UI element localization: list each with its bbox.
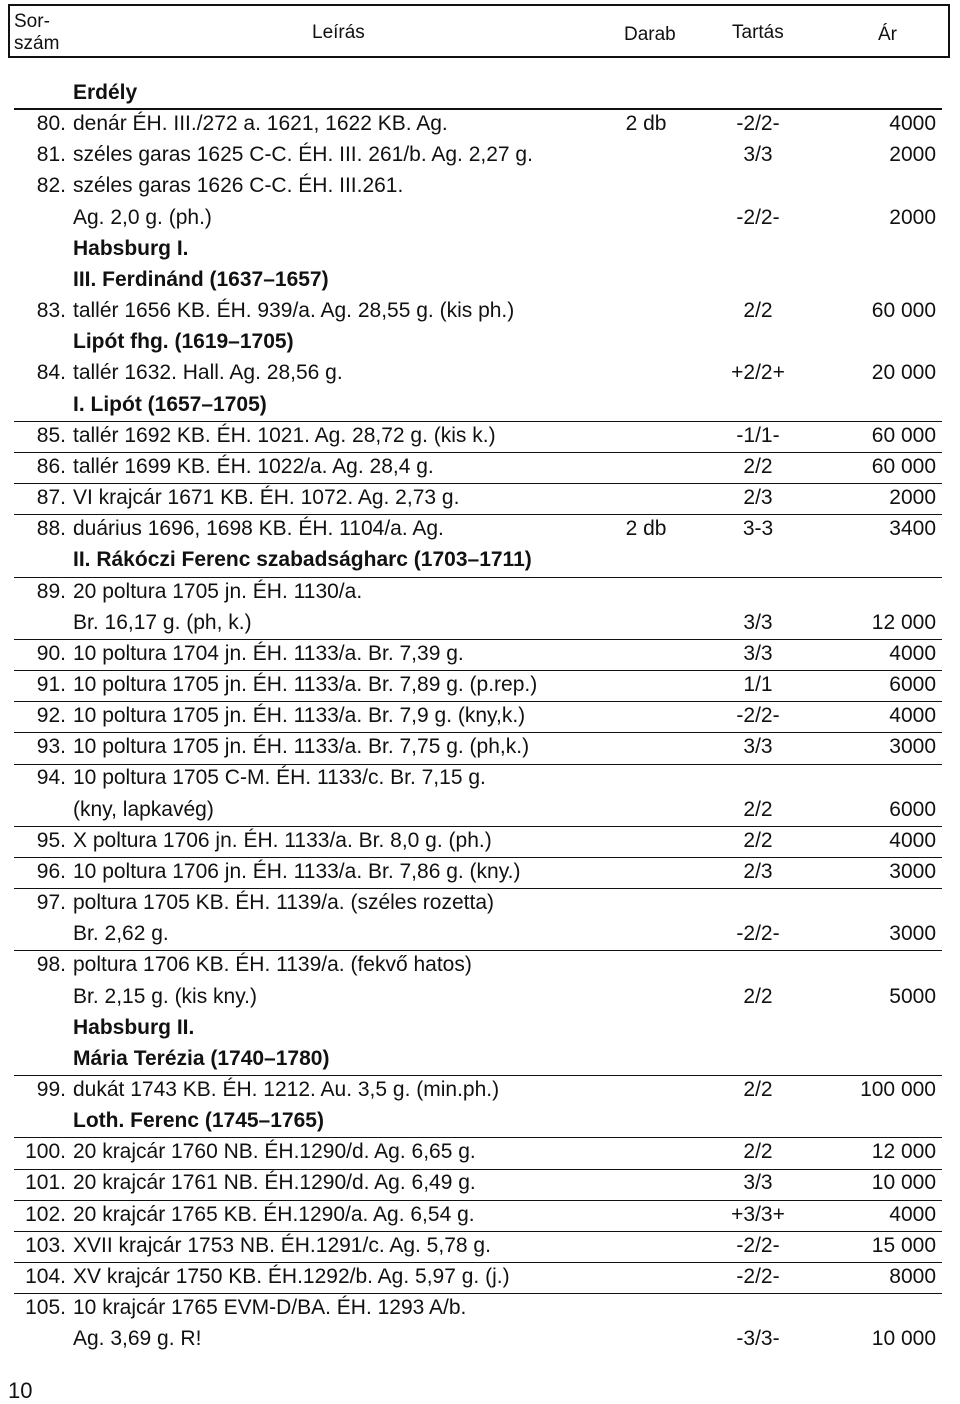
item-grade: -2/2-	[736, 922, 780, 946]
item-number: 82.	[36, 174, 66, 198]
item-number: 98.	[36, 953, 66, 977]
section-title: II. Rákóczi Ferenc szabadságharc (1703–1711)	[73, 548, 532, 572]
table-row	[0, 108, 960, 139]
item-grade: +2/2+	[731, 361, 785, 385]
row-divider	[14, 1293, 942, 1294]
section-title: I. Lipót (1657–1705)	[73, 392, 267, 416]
row-divider	[14, 514, 942, 515]
item-price: 6000	[889, 672, 936, 696]
item-price: 4000	[889, 112, 936, 136]
item-description: poltura 1705 KB. ÉH. 1139/a. (széles rozetta)	[73, 891, 495, 915]
row-divider	[14, 577, 942, 578]
item-price: 10 000	[871, 1327, 936, 1351]
item-description: 10 poltura 1706 jn. ÉH. 1133/a. Br. 7,86 g. (kny.)	[73, 859, 521, 883]
item-number: 95.	[36, 828, 66, 852]
item-grade: 2/2	[743, 299, 773, 323]
table-row	[0, 357, 960, 388]
table-row-continuation	[0, 607, 960, 638]
item-description: XV krajcár 1750 KB. ÉH.1292/b. Ag. 5,97 g. (j.)	[73, 1264, 510, 1288]
item-number: 85.	[36, 423, 66, 447]
item-number: 86.	[36, 454, 66, 478]
item-description: Br. 2,62 g.	[73, 922, 169, 946]
item-quantity: 2 db	[625, 517, 667, 541]
item-description: 20 poltura 1705 jn. ÉH. 1130/a.	[73, 579, 363, 603]
item-grade: -2/2-	[736, 1233, 780, 1257]
section-title: Lipót fhg. (1619–1705)	[73, 330, 294, 354]
row-divider	[14, 826, 942, 827]
item-number: 88.	[36, 517, 66, 541]
item-grade: -2/2-	[736, 112, 780, 136]
item-grade: 3/3	[743, 610, 773, 634]
item-description: tallér 1656 KB. ÉH. 939/a. Ag. 28,55 g. (kis ph.)	[73, 299, 515, 323]
row-divider	[14, 1200, 942, 1201]
item-grade: 2/2	[743, 1078, 773, 1101]
table-row	[0, 1292, 960, 1323]
item-number: 101.	[25, 1171, 66, 1195]
item-grade: 3/3	[743, 641, 773, 665]
item-number: 102.	[25, 1202, 66, 1226]
item-number: 103.	[25, 1233, 66, 1257]
row-divider	[14, 452, 942, 453]
header-number: Sor- szám	[14, 11, 60, 54]
section-heading-row	[0, 326, 960, 357]
section-heading-row	[0, 1012, 960, 1043]
item-description: 20 krajcár 1760 NB. ÉH.1290/d. Ag. 6,65 g.	[73, 1140, 476, 1164]
item-description: 20 krajcár 1761 NB. ÉH.1290/d. Ag. 6,49 g.	[73, 1171, 476, 1195]
table-row	[0, 576, 960, 607]
header-description: Leírás	[312, 22, 365, 43]
item-grade: -1/1-	[736, 423, 780, 447]
table-row	[0, 856, 960, 887]
item-description: 10 poltura 1705 C-M. ÉH. 1133/c. Br. 7,15 g.	[73, 766, 486, 790]
section-heading-row	[0, 1105, 960, 1136]
row-divider	[14, 701, 942, 702]
row-divider	[14, 764, 942, 765]
section-title: III. Ferdinánd (1637–1657)	[73, 267, 329, 291]
table-row	[0, 420, 960, 451]
header-grade: Tartás	[732, 22, 784, 43]
row-divider	[14, 888, 942, 889]
item-price: 100 000	[860, 1078, 936, 1101]
catalog-table	[0, 77, 960, 1354]
item-number: 105.	[25, 1296, 66, 1320]
item-price: 10 000	[871, 1171, 936, 1195]
table-row	[0, 700, 960, 731]
page-number: 10	[8, 1378, 33, 1403]
section-title: Habsburg II.	[73, 1015, 195, 1039]
row-divider	[14, 857, 942, 858]
item-number: 89.	[36, 579, 66, 603]
item-price: 60 000	[871, 423, 936, 447]
item-grade: 2/2	[743, 828, 773, 852]
table-row	[0, 825, 960, 856]
item-price: 8000	[889, 1264, 936, 1288]
item-grade: 2/3	[743, 859, 773, 883]
item-description: Br. 16,17 g. (ph, k.)	[73, 610, 252, 634]
table-row-continuation	[0, 1323, 960, 1354]
row-divider	[14, 483, 942, 484]
item-description: széles garas 1626 C-C. ÉH. III.261.	[73, 174, 404, 198]
table-row	[0, 949, 960, 980]
item-price: 6000	[889, 797, 936, 821]
table-row	[0, 513, 960, 544]
item-description: duárius 1696, 1698 KB. ÉH. 1104/a. Ag.	[73, 517, 444, 541]
item-description: tallér 1699 KB. ÉH. 1022/a. Ag. 28,4 g.	[73, 454, 434, 478]
item-grade: 2/2	[743, 984, 773, 1008]
item-grade: 2/3	[743, 486, 773, 510]
table-row-continuation	[0, 981, 960, 1012]
item-description: 10 poltura 1705 jn. ÉH. 1133/a. Br. 7,89 g. (p.rep.)	[73, 672, 538, 696]
table-header	[8, 4, 950, 58]
table-row	[0, 887, 960, 918]
item-price: 5000	[889, 984, 936, 1008]
item-number: 96.	[36, 859, 66, 883]
item-description: denár ÉH. III./272 a. 1621, 1622 KB. Ag.	[73, 112, 448, 136]
item-description: (kny, lapkavég)	[73, 797, 214, 821]
item-number: 100.	[25, 1140, 66, 1164]
item-grade: -2/2-	[736, 1264, 780, 1288]
item-grade: -2/2-	[736, 205, 780, 229]
item-price: 3000	[889, 735, 936, 759]
item-price: 60 000	[871, 299, 936, 323]
item-price: 4000	[889, 828, 936, 852]
item-price: 4000	[889, 641, 936, 665]
item-number: 90.	[36, 641, 66, 665]
table-row	[0, 170, 960, 201]
item-price: 2000	[889, 205, 936, 229]
item-price: 3400	[889, 517, 936, 541]
item-number: 81.	[36, 143, 66, 167]
item-price: 60 000	[871, 454, 936, 478]
item-description: 20 krajcár 1765 KB. ÉH.1290/a. Ag. 6,54 g.	[73, 1202, 475, 1226]
row-divider	[14, 639, 942, 640]
item-price: 15 000	[871, 1233, 936, 1257]
row-divider	[14, 1137, 942, 1138]
item-price: 3000	[889, 922, 936, 946]
item-price: 12 000	[871, 610, 936, 634]
table-row	[0, 1261, 960, 1292]
item-description: 10 poltura 1705 jn. ÉH. 1133/a. Br. 7,75 g. (ph,k.)	[73, 735, 530, 759]
item-number: 93.	[36, 735, 66, 759]
item-description: Ag. 2,0 g. (ph.)	[73, 205, 212, 229]
item-grade: 1/1	[743, 672, 773, 696]
section-heading-row	[0, 233, 960, 264]
item-description: 10 krajcár 1765 EVM-D/BA. ÉH. 1293 A/b.	[73, 1296, 467, 1320]
item-price: 12 000	[871, 1140, 936, 1164]
table-row	[0, 1167, 960, 1198]
item-grade: -3/3-	[736, 1327, 780, 1351]
section-title: Erdély	[73, 81, 138, 104]
row-divider	[14, 1169, 942, 1170]
section-heading-row	[0, 389, 960, 420]
item-grade: 2/2	[743, 454, 773, 478]
item-grade: 3/3	[743, 735, 773, 759]
item-number: 104.	[25, 1264, 66, 1288]
item-number: 91.	[36, 672, 66, 696]
row-divider	[14, 950, 942, 951]
item-grade: 2/2	[743, 1140, 773, 1164]
item-price: 2000	[889, 143, 936, 167]
item-grade: 3/3	[743, 143, 773, 167]
table-row	[0, 295, 960, 326]
item-description: poltura 1706 KB. ÉH. 1139/a. (fekvő hatos)	[73, 953, 472, 977]
table-row	[0, 1230, 960, 1261]
table-row	[0, 482, 960, 513]
table-row-continuation	[0, 794, 960, 825]
row-divider	[14, 1262, 942, 1263]
item-number: 83.	[36, 299, 66, 323]
item-description: Br. 2,15 g. (kis kny.)	[73, 984, 258, 1008]
item-price: 20 000	[871, 361, 936, 385]
item-number: 84.	[36, 361, 66, 385]
item-grade: +3/3+	[731, 1202, 785, 1226]
item-number: 92.	[36, 704, 66, 728]
item-description: dukát 1743 KB. ÉH. 1212. Au. 3,5 g. (min.ph.)	[73, 1078, 500, 1101]
table-row	[0, 1074, 960, 1105]
section-title: Mária Terézia (1740–1780)	[73, 1046, 330, 1070]
table-row	[0, 669, 960, 700]
item-description: Ag. 3,69 g. R!	[73, 1327, 202, 1351]
row-divider	[14, 732, 942, 733]
item-description: tallér 1632. Hall. Ag. 28,56 g.	[73, 361, 343, 385]
item-price: 2000	[889, 486, 936, 510]
header-price: Ár	[878, 24, 897, 45]
item-number: 97.	[36, 891, 66, 915]
table-row	[0, 762, 960, 793]
section-heading-row	[0, 1043, 960, 1074]
table-row	[0, 451, 960, 482]
table-row	[0, 638, 960, 669]
item-number: 87.	[36, 486, 66, 510]
item-description: VI krajcár 1671 KB. ÉH. 1072. Ag. 2,73 g.	[73, 486, 460, 510]
row-divider	[14, 421, 942, 422]
row-divider	[14, 1075, 942, 1076]
item-grade: 3/3	[743, 1171, 773, 1195]
item-description: X poltura 1706 jn. ÉH. 1133/a. Br. 8,0 g. (ph.)	[73, 828, 492, 852]
table-row-continuation	[0, 918, 960, 949]
table-row	[0, 731, 960, 762]
item-grade: -2/2-	[736, 704, 780, 728]
item-description: tallér 1692 KB. ÉH. 1021. Ag. 28,72 g. (kis k.)	[73, 423, 496, 447]
item-grade: 3-3	[742, 517, 774, 541]
item-price: 4000	[889, 1202, 936, 1226]
section-heading-row	[0, 264, 960, 295]
item-description: 10 poltura 1704 jn. ÉH. 1133/a. Br. 7,39 g.	[73, 641, 464, 665]
item-price: 4000	[889, 704, 936, 728]
item-description: XVII krajcár 1753 NB. ÉH.1291/c. Ag. 5,78 g.	[73, 1233, 491, 1257]
item-number: 99.	[36, 1078, 66, 1101]
row-divider	[14, 1231, 942, 1232]
table-row	[0, 1199, 960, 1230]
table-row-continuation	[0, 202, 960, 233]
item-price: 3000	[889, 859, 936, 883]
header-quantity: Darab	[624, 24, 676, 45]
row-divider	[14, 670, 942, 671]
table-row	[0, 1136, 960, 1167]
item-number: 94.	[36, 766, 66, 790]
item-description: széles garas 1625 C-C. ÉH. III. 261/b. Ag. 2,27 g.	[73, 143, 533, 167]
item-quantity: 2 db	[625, 112, 667, 136]
item-description: 10 poltura 1705 jn. ÉH. 1133/a. Br. 7,9 g. (kny,k.)	[73, 704, 526, 728]
section-title: Habsburg I.	[73, 236, 189, 260]
row-divider	[14, 108, 942, 110]
section-heading-row	[0, 77, 960, 108]
item-grade: 2/2	[743, 797, 773, 821]
section-heading-row	[0, 544, 960, 575]
table-row	[0, 139, 960, 170]
item-number: 80.	[36, 112, 66, 136]
section-title: Loth. Ferenc (1745–1765)	[73, 1109, 324, 1133]
